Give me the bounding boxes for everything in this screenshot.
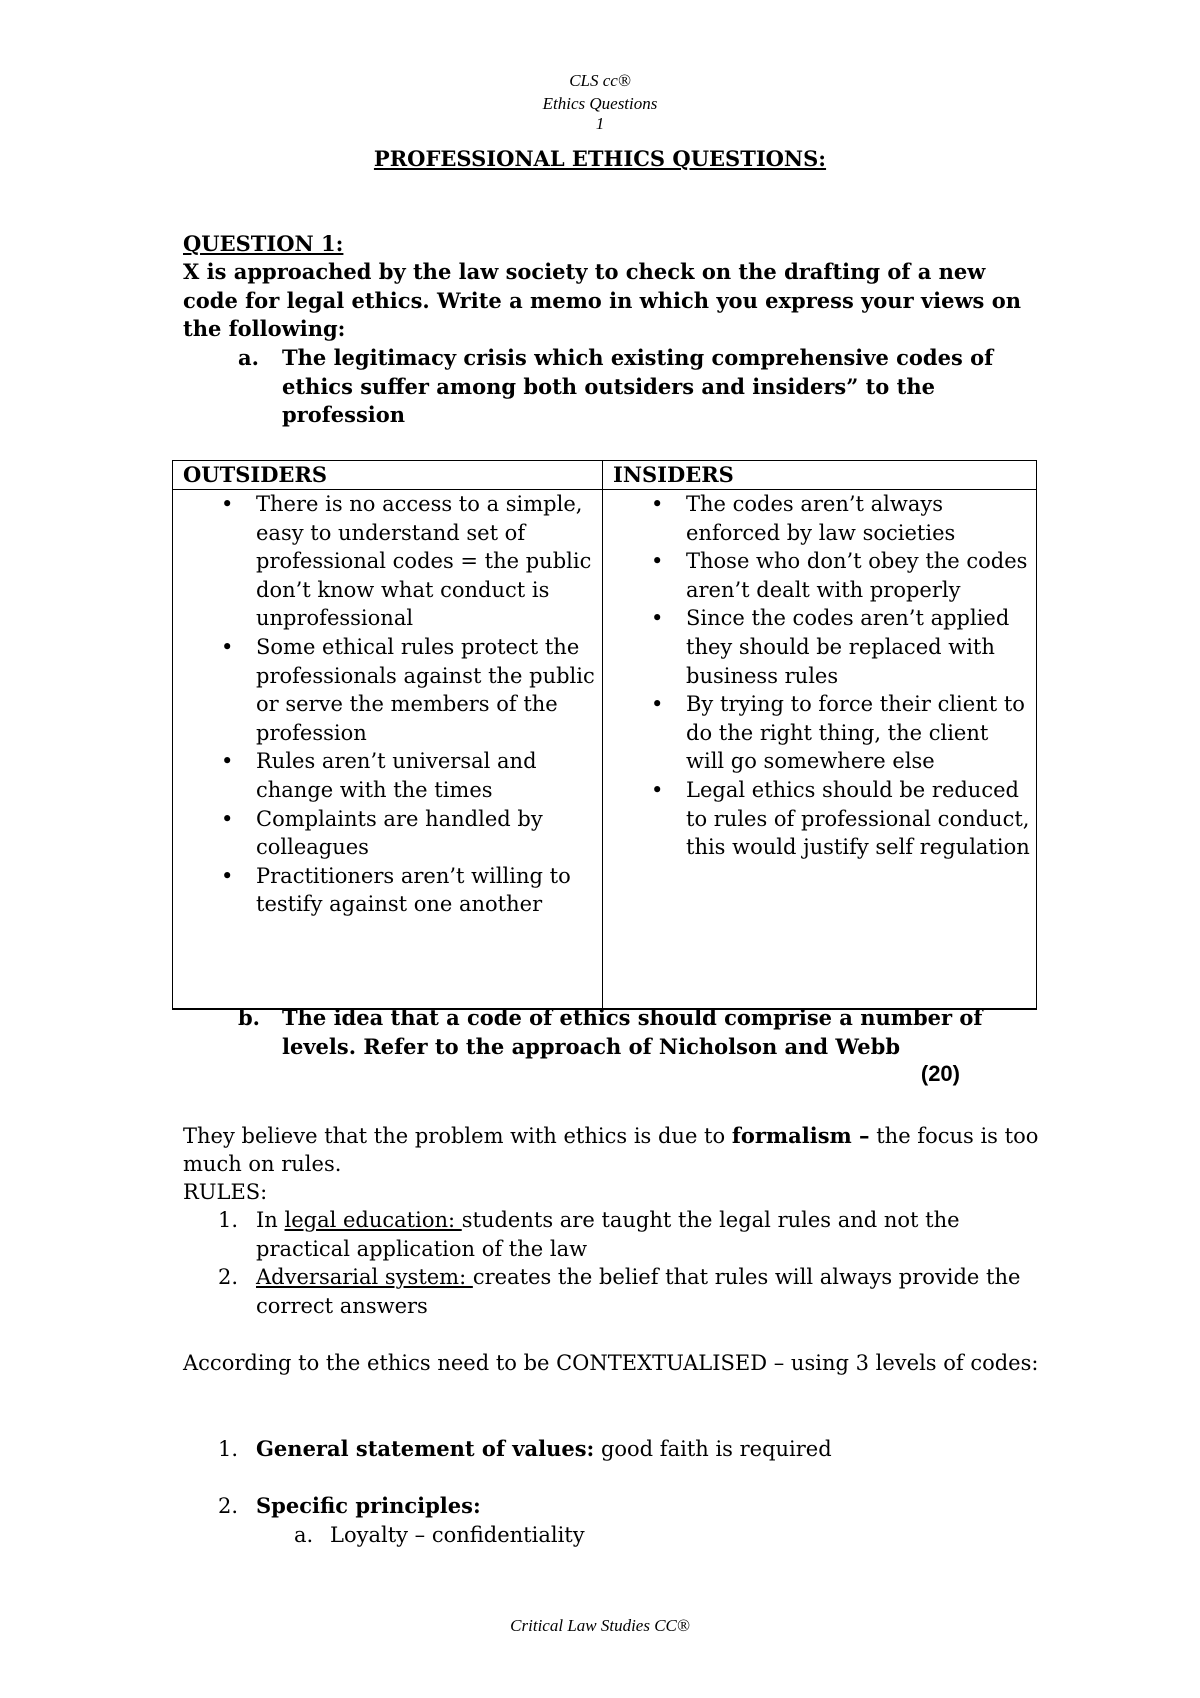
list-item: • Practitioners aren’t willing to testify against one another [221,863,571,917]
header-company: CLS cc® [569,71,631,90]
question-text: X is approached by the law society to check on the drafting of a new code for legal ethics. Write a memo in which you express your views on the following: [183,259,1021,341]
list-item: • Legal ethics should be reduced to rules of professional conduct, this would justify self regulation [651,777,1030,860]
document-page: CLS cc® Ethics Questions 1 PROFESSIONAL ETHICS QUESTIONS: QUESTION 1: X is approached by the law society to check on the drafting of a new code for legal ethics. Write a memo in which you express your views on the following: a. The legitimacy crisis which existing comprehensive codes of ethics suffer among both outsiders and insiders” to the profession OUTSIDERS INSIDERS • There is no access to a simple, easy to understand set of professional codes = the public don’t know what conduct is unprofessional • Some ethical rules protect the professionals against the public or serve the members of the profession • Rules aren’t universal and change with the times • Complaints are handled by colleagues • Practitioners aren’t willing to testify against one another • The codes aren’t always enforced by law societies • Those who don’t obey the codes aren’t dealt with properly • Since the codes aren’t applied they should be replaced with business rules • By trying to force their client to do the right thing, the client will go somewhere else • Legal ethics should be reduced to rules of professional conduct, this would justify self regulation b. The idea that a code of ethics should comprise a number of levels. Refer to the approach of Nicholson and Webb (20) They believe that the problem with ethics is due to formalism – the focus is too much on rules. RULES: 1. In legal education: students are taught the legal rules and not the practical application of the law 2. Adversarial system: creates the belief that rules will always provide the correct answers According to the ethics need to be CONTEXTUALISED – using 3 levels of codes: 1. General statement of values: good faith is required 2. Specific principles: a. Loyalty – confidentiality Critical Law Studies CC® [0,0,1200,1698]
outsiders-insiders-table [172,460,1037,1010]
outsiders-header: OUTSIDERS [173,461,603,490]
contextualised-paragraph: According to the ethics need to be CONTEXTUALISED – using 3 levels of codes: [183,1351,1039,1375]
list-item: • Those who don’t obey the codes aren’t dealt with properly [651,549,1028,602]
question-heading: QUESTION 1: [183,231,344,256]
outsiders-list [173,490,598,919]
list-item: • The codes aren’t always enforced by law societies [651,492,956,545]
formalism-term: formalism – [731,1123,870,1148]
header-subject: Ethics Questions [542,94,658,113]
part-b-letter: b. [238,1005,260,1030]
insiders-list [603,490,1032,862]
part-a-letter: a. [238,345,259,370]
list-item: • Since the codes aren’t applied they should be replaced with business rules [651,606,1010,688]
table-header-row [173,461,1037,490]
rules-heading: RULES: [183,1180,268,1204]
part-b-marks: (20) [920,1061,960,1086]
list-item: • There is no access to a simple, easy to understand set of professional codes = the public don’t know what conduct is unprofessional [221,492,592,631]
list-item: • Some ethical rules protect the professionals against the public or serve the members of the profession [221,634,595,745]
list-item: • Complaints are handled by colleagues [221,806,543,860]
list-item: • By trying to force their client to do the right thing, the client will go somewhere else [651,692,1025,774]
list-item: • Rules aren’t universal and change with the times [221,749,537,802]
insiders-cell [603,490,1037,1010]
part-b-text: The idea that a code of ethics should comprise a number of levels. Refer to the approach of Nicholson and Webb [282,1005,983,1059]
page-footer: Critical Law Studies CC® [510,1616,690,1635]
answer-intro: They believe that the problem with ethics is due to formalism – the focus is too much on rules. [183,1123,1039,1176]
insiders-header: INSIDERS [603,461,1037,490]
table-row [173,490,1037,1010]
header-page-number: 1 [595,114,605,133]
outsiders-cell [173,490,603,1010]
part-a-text: The legitimacy crisis which existing comprehensive codes of ethics suffer among both outsiders and insiders” to the profession [282,345,994,427]
page-title: PROFESSIONAL ETHICS QUESTIONS: [373,146,827,171]
